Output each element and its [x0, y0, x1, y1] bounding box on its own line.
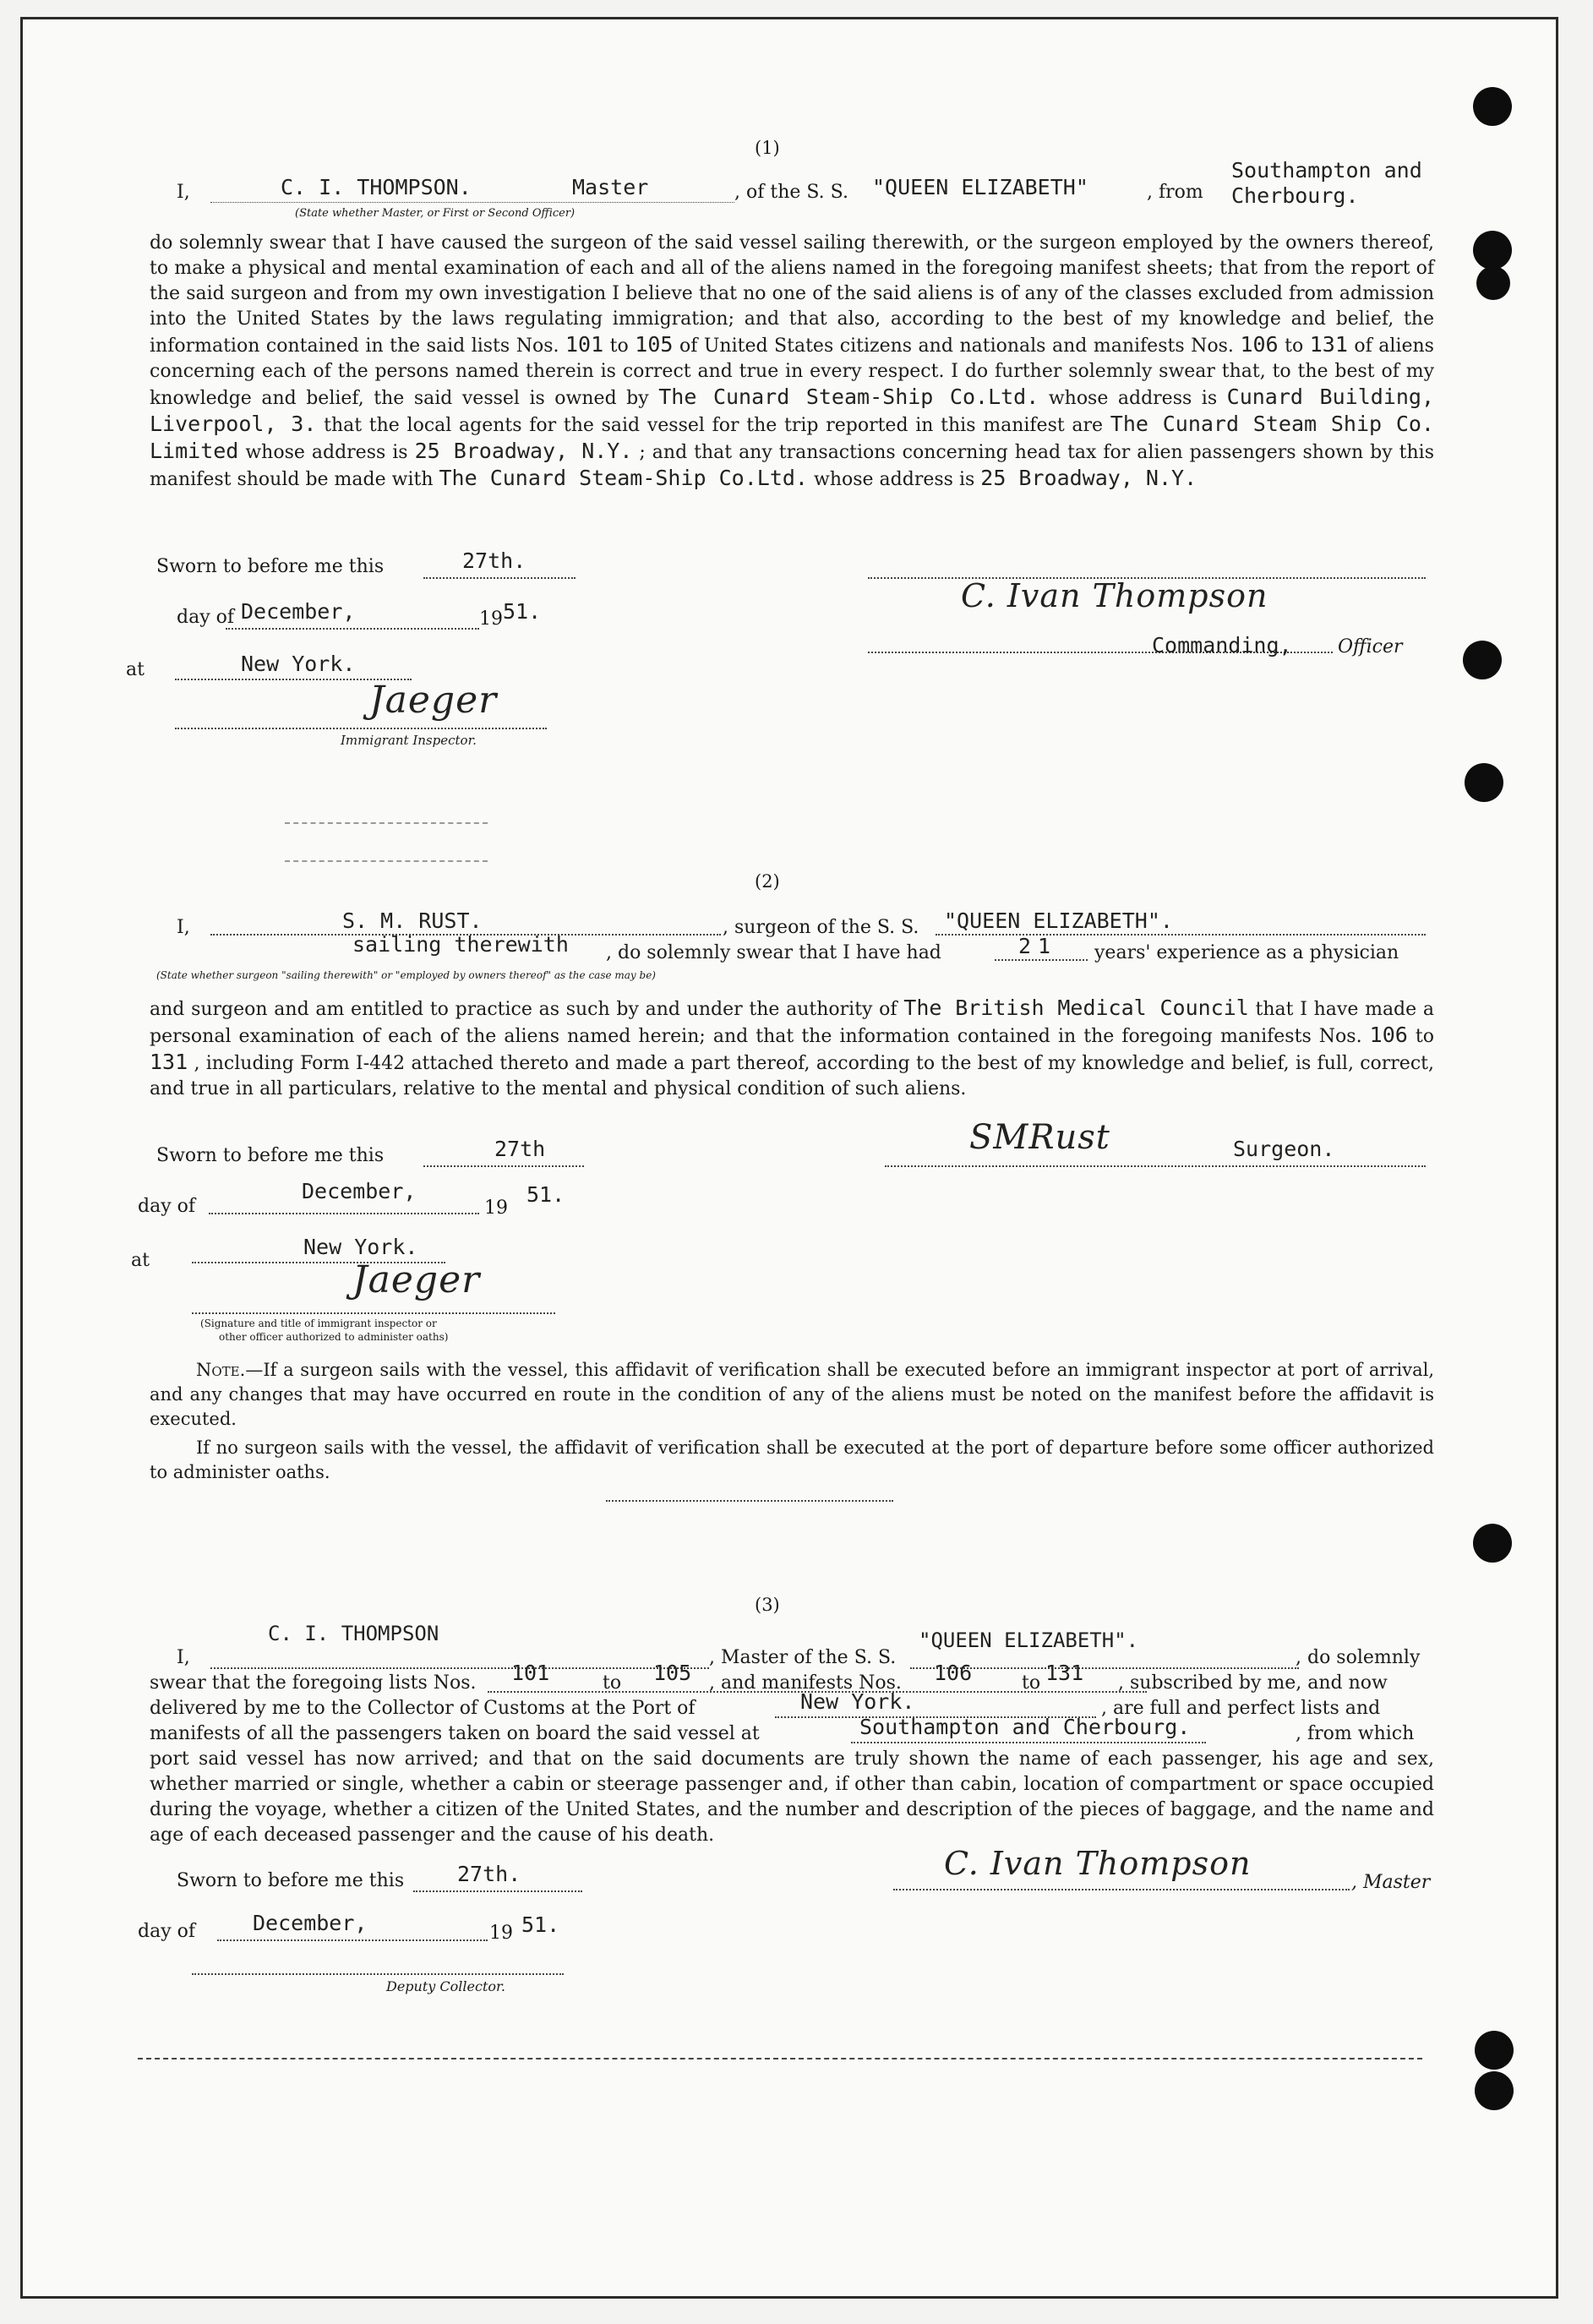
s3-full-perfect: , are full and perfect lists and [1101, 1698, 1381, 1719]
s1-manifests-to: 131 [1309, 332, 1348, 357]
s3-master-sig-line [893, 1889, 1350, 1890]
s2-years-line [995, 959, 1088, 961]
s2-authority: The British Medical Council [903, 996, 1249, 1020]
s2-ship-line [936, 934, 1426, 936]
s2-ship: "QUEEN ELIZABETH". [944, 908, 1173, 933]
s1-inspector-signature: Jaeger [369, 679, 498, 722]
s2-surgeon-signature: SMRust [969, 1118, 1110, 1157]
s3-to-1: to [603, 1672, 622, 1694]
s2-inspector-caption-1: (Signature and title of immigrant inspector or [200, 1317, 437, 1329]
s1-of-ss-label: , of the S. S. [734, 182, 848, 203]
s3-taken-at-line [851, 1742, 1206, 1743]
s3-manifests-from: 106 [934, 1661, 973, 1685]
s1-blank-line-1 [285, 822, 488, 824]
manifest-page [20, 17, 1558, 2299]
s1-para-1: do solemnly swear that I have caused the surgeon of the said vessel sailing therewith, or the surgeon employed by the owners thereof, to make a physical and mental examination of each and all of the aliens named in the foregoing manifest sheets; that from the report of the said surgeon and from my own investigation I believe that no one of the said aliens is of any of the classes excluded from admission into the United States by the laws regulating immigration; and that also, according to the best of my knowledge and belief, the information contained in the said lists Nos. [150, 232, 1434, 357]
s2-at-label: at [131, 1250, 150, 1271]
punch-hole-2 [1473, 231, 1512, 270]
s2-day-of-label: day of [138, 1196, 196, 1217]
s1-state-caption: (State whether Master, or First or Second Officer) [295, 207, 576, 220]
s1-whose-address-2: whose address is [245, 442, 408, 463]
s2-manifests-to: 131 [150, 1050, 188, 1074]
s1-sworn-label: Sworn to before me this [156, 556, 385, 577]
s3-month-line [217, 1939, 488, 1941]
s2-month-line [209, 1213, 479, 1214]
punch-hole-3 [1476, 266, 1510, 300]
s2-para-2: that I have made a personal examination of each of the aliens named herein; and that the information contained in the foregoing manifests Nos. [150, 999, 1434, 1047]
s1-from-place-2: Cherbourg. [1231, 183, 1359, 208]
s2-surgeon-label: Surgeon. [1233, 1137, 1335, 1161]
s1-lists-to: 105 [635, 332, 674, 357]
s3-month: December, [253, 1911, 368, 1935]
punch-hole-4 [1463, 641, 1502, 679]
s3-lists-to: 105 [653, 1661, 692, 1685]
s1-sworn-line [423, 577, 576, 579]
footer-rule [138, 2058, 1422, 2059]
s1-whose-address: whose address is [1048, 388, 1218, 409]
s1-year-prefix: 19 [479, 608, 503, 630]
s1-agents: The Cunard Steam Ship Co. Limited [150, 412, 1434, 463]
s1-para-2b: of aliens concerning each of the persons named therein is correct and true in every respect. I do further solemnly swear that, to the best of my knowledge and belief, the said vessel is owned by [150, 336, 1434, 409]
s2-year: 51. [526, 1182, 565, 1207]
s2-inspector-caption-2: other officer authorized to administer oaths) [219, 1331, 449, 1343]
punch-hole-8 [1475, 2071, 1514, 2110]
s2-para-3: , including Form I-442 attached thereto and made a part thereof, according to the best of my knowledge and belief, is full, correct, and true in all particulars, relative to the mental and physical condition of such aliens. [150, 1053, 1434, 1099]
s3-day-of-label: day of [138, 1921, 196, 1942]
s1-lists-from: 101 [565, 332, 604, 357]
s2-to: to [1415, 1026, 1434, 1047]
s3-and-manifests: , and manifests Nos. [709, 1672, 902, 1694]
s2-surgeon-sig-line [885, 1165, 1426, 1167]
s2-state-caption: (State whether surgeon "sailing therewith" or "employed by owners thereof" as the case may be) [156, 969, 656, 981]
s2-surgeon-of-label: , surgeon of the S. S. [723, 917, 919, 938]
s2-years-text: years' experience as a physician [1094, 942, 1399, 963]
note-paragraph-1 [150, 1358, 1434, 1432]
s2-year-prefix: 19 [484, 1197, 508, 1219]
s2-inspector-line [192, 1312, 555, 1314]
s2-years: 21 [1018, 934, 1058, 958]
s2-sworn-line [423, 1165, 584, 1167]
s1-master-name: C. I. THOMPSON. [281, 175, 472, 199]
s2-inspector-signature: Jaeger [352, 1258, 481, 1301]
s1-whose-address-3: whose address is [814, 469, 975, 490]
s3-sworn-label: Sworn to before me this [177, 1870, 405, 1891]
s1-to-2: to [1285, 336, 1304, 357]
s1-sworn-day: 27th. [462, 548, 526, 573]
punch-hole-5 [1465, 763, 1503, 802]
s2-sailing: sailing therewith [352, 932, 569, 957]
section-2-number: (2) [755, 871, 780, 892]
s3-name-line [210, 1667, 709, 1669]
s3-oath-body: port said vessel has now arrived; and that on the said documents are truly shown the name of each passenger, his age and sex, whether married or single, whether a cabin or steerage passenger and, if other than cabin, location of compartment or space occupied during the voyage, whether a citizen of the United States, and the number and description of the pieces of baggage, and the name and age of each deceased passenger and the cause of his death. [150, 1748, 1434, 1846]
s1-headtax-party: The Cunard Steam-Ship Co.Ltd. [439, 466, 808, 490]
s1-oath-body [150, 231, 1434, 493]
s1-year: 51. [503, 599, 542, 624]
s3-from-which: , from which [1296, 1723, 1415, 1744]
s3-subscribed: , subscribed by me, and now [1118, 1672, 1388, 1694]
s3-master-signature: C. Ivan Thompson [944, 1845, 1252, 1882]
s1-i-label: I, [177, 182, 190, 203]
s3-year-prefix: 19 [489, 1923, 513, 1944]
s3-port: New York. [800, 1689, 915, 1714]
s3-sworn-line [413, 1890, 582, 1892]
s2-surgeon-name: S. M. RUST. [342, 908, 483, 933]
s1-at-label: at [126, 659, 145, 680]
s2-sworn-label: Sworn to before me this [156, 1145, 385, 1166]
s3-lists-from: 101 [511, 1661, 550, 1685]
s1-from-place-1: Southampton and [1231, 158, 1422, 183]
punch-hole-1 [1473, 87, 1512, 126]
s3-i-label: I, [177, 1647, 190, 1668]
note-label: Note. [196, 1360, 246, 1380]
s3-sworn-day: 27th. [457, 1862, 521, 1886]
s3-to-2: to [1022, 1672, 1041, 1694]
s2-place: New York. [303, 1235, 418, 1259]
s1-master-signature: C. Ivan Thompson [961, 577, 1268, 614]
s3-taken-at: Southampton and Cherbourg. [859, 1715, 1191, 1739]
s1-ship-name: "QUEEN ELIZABETH" [872, 175, 1088, 199]
s2-oath-body [150, 996, 1434, 1102]
s3-year: 51. [521, 1912, 560, 1937]
s3-collector-line [192, 1973, 564, 1975]
s1-inspector-label: Immigrant Inspector. [341, 733, 477, 748]
s1-headtax-address: 25 Broadway, N.Y. [980, 466, 1197, 490]
note-separator [606, 1500, 893, 1502]
s3-manifests-text: manifests of all the passengers taken on board the said vessel at [150, 1723, 760, 1744]
s3-master-name: C. I. THOMPSON [268, 1622, 439, 1645]
s1-name-line [210, 202, 734, 203]
s1-master-sig-line [868, 577, 1426, 579]
s1-agents-text: that the local agents for the said vessel for the trip reported in this manifest are [324, 415, 1104, 436]
s3-manifests-to: 131 [1045, 1661, 1084, 1685]
s1-officer-label: Officer [1338, 636, 1403, 657]
s2-sworn-day: 27th [494, 1137, 546, 1161]
s1-manifests-from: 106 [1240, 332, 1279, 357]
s3-delivered: delivered by me to the Collector of Customs at the Port of [150, 1698, 696, 1719]
s1-agents-address: 25 Broadway, N.Y. [414, 439, 633, 463]
s2-month: December, [302, 1179, 417, 1203]
s3-collector-label: Deputy Collector. [386, 1978, 505, 1994]
s1-owner: The Cunard Steam-Ship Co.Ltd. [658, 385, 1039, 409]
s1-inspector-line [175, 728, 547, 729]
s1-commanding: Commanding, [1152, 633, 1292, 657]
s1-to-1: to [609, 336, 629, 357]
s1-day-of-label: day of [177, 607, 235, 628]
s3-swear-label: swear that the foregoing lists Nos. [150, 1672, 477, 1694]
s1-from-label: , from [1147, 182, 1203, 203]
note-text-1: —If a surgeon sails with the vessel, this affidavit of verification shall be executed before an immigrant inspector at port of arrival, and any changes that may have occurred en route in the condition of any of the aliens must be noted on the manifest before the affidavit is executed. [150, 1360, 1434, 1429]
s2-manifests-from: 106 [1369, 1023, 1408, 1047]
s3-master-label: , Master [1351, 1872, 1431, 1893]
s3-ship: "QUEEN ELIZABETH". [919, 1628, 1139, 1652]
s1-month: December, [241, 599, 356, 624]
punch-hole-7 [1475, 2031, 1514, 2070]
s1-place: New York. [241, 652, 356, 676]
s1-headtax-text: ; and that any transactions concerning head tax for alien passengers shown by this manifest should be made with [150, 442, 1435, 490]
s3-do-solemnly: , do solemnly [1296, 1647, 1421, 1668]
s1-para-2a: of United States citizens and nationals and manifests Nos. [679, 336, 1234, 357]
s1-blank-line-2 [285, 860, 488, 862]
s2-i-label: I, [177, 917, 190, 938]
section-1-number: (1) [755, 138, 780, 158]
s1-rank: Master [572, 175, 649, 199]
section-3-number: (3) [755, 1595, 780, 1615]
note-paragraph-2: If no surgeon sails with the vessel, the affidavit of verification shall be executed at the port of departure before some officer authorized to administer oaths. [150, 1437, 1434, 1482]
s2-para-1: and surgeon and am entitled to practice as such by and under the authority of [150, 999, 897, 1020]
s1-owner-address: Cunard Building, Liverpool, 3. [150, 385, 1434, 436]
s1-month-line [226, 628, 479, 630]
punch-hole-6 [1473, 1524, 1512, 1563]
s3-master-of-label: , Master of the S. S. [709, 1647, 897, 1668]
s2-swear-label: , do solemnly swear that I have had [606, 942, 941, 963]
